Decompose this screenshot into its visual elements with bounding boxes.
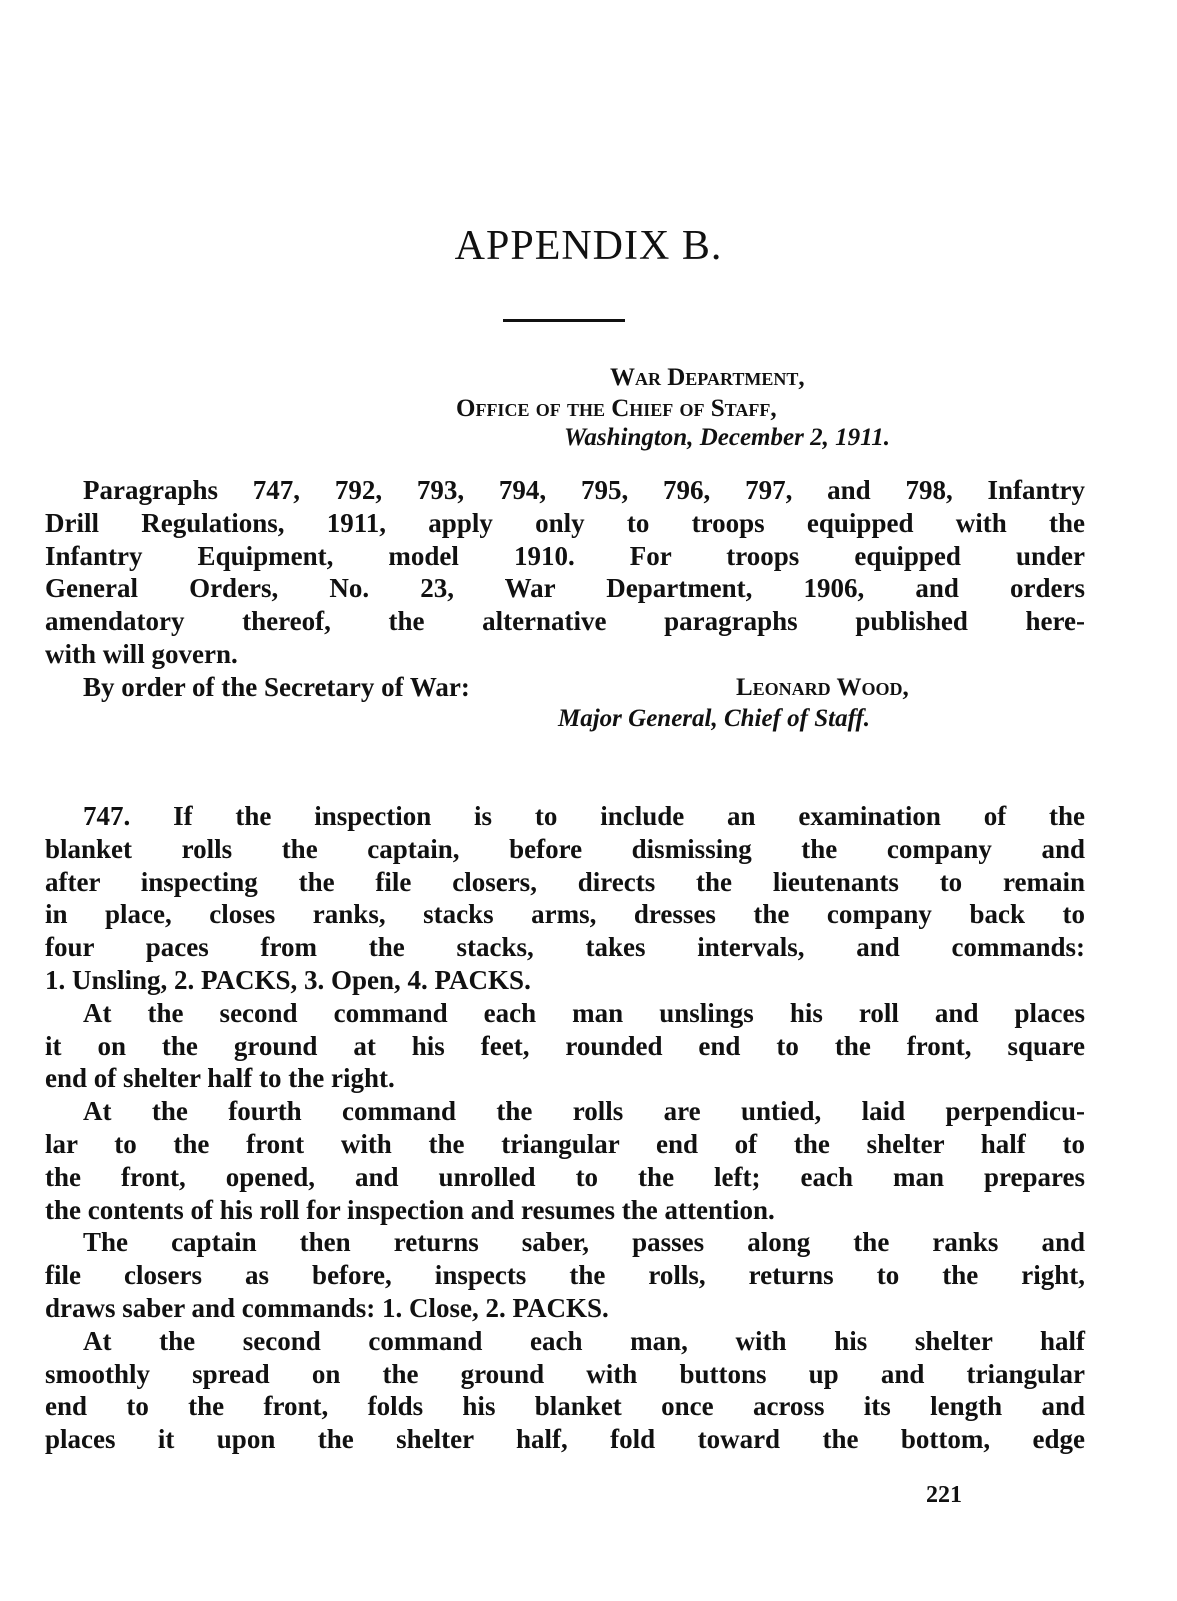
signature-name: Leonard Wood, bbox=[736, 674, 909, 701]
text-line: Infantry Equipment, model 1910. For troops equipped under bbox=[45, 540, 1085, 571]
text-line: the front, opened, and unrolled to the left; each man prepares bbox=[45, 1161, 1085, 1192]
text-line: amendatory thereof, the alternative paragraphs published here- bbox=[45, 606, 1085, 637]
text-line: At the fourth command the rolls are untied, laid perpendicu- bbox=[83, 1096, 1085, 1127]
text-line: Drill Regulations, 1911, apply only to troops equipped with the bbox=[45, 507, 1085, 538]
text-line: The captain then returns saber, passes along the ranks and bbox=[83, 1227, 1085, 1258]
text-line: the contents of his roll for inspection and resumes the attention. bbox=[45, 1194, 775, 1225]
text-line: end to the front, folds his blanket once across its length and bbox=[45, 1391, 1085, 1422]
text-line: blanket rolls the captain, before dismissing the company and bbox=[45, 833, 1085, 864]
page-number: 221 bbox=[926, 1482, 962, 1508]
title-rule bbox=[503, 319, 625, 322]
text-line: four paces from the stacks, takes intervals, and commands: bbox=[45, 932, 1085, 963]
paragraph-747 bbox=[45, 800, 1085, 1456]
text-line: after inspecting the file closers, directs the lieutenants to remain bbox=[45, 866, 1085, 897]
header-department: War Department, bbox=[610, 364, 805, 391]
text-line: places it upon the shelter half, fold toward the bottom, edge bbox=[45, 1424, 1085, 1455]
header-date: Washington, December 2, 1911. bbox=[564, 424, 890, 451]
text-line: Paragraphs 747, 792, 793, 794, 795, 796, 797, and 798, Infantry bbox=[83, 475, 1085, 505]
text-line: it on the ground at his feet, rounded end to the front, square bbox=[45, 1030, 1085, 1061]
text-line: At the second command each man unslings his roll and places bbox=[83, 997, 1085, 1028]
text-line: By order of the Secretary of War: bbox=[83, 671, 470, 702]
signature-title: Major General, Chief of Staff. bbox=[558, 705, 871, 732]
text-line: file closers as before, inspects the rolls, returns to the right, bbox=[45, 1260, 1085, 1291]
text-line: draws saber and commands: 1. Close, 2. PACKS. bbox=[45, 1292, 609, 1323]
text-line: end of shelter half to the right. bbox=[45, 1063, 395, 1094]
text-line: At the second command each man, with his shelter half bbox=[83, 1325, 1085, 1356]
text-line: lar to the front with the triangular end of the shelter half to bbox=[45, 1128, 1085, 1159]
text-line: General Orders, No. 23, War Department, 1906, and orders bbox=[45, 573, 1085, 604]
text-line: 747. If the inspection is to include an examination of the bbox=[83, 801, 1085, 831]
text-line: in place, closes ranks, stacks arms, dresses the company back to bbox=[45, 899, 1085, 930]
text-line: 1. Unsling, 2. PACKS, 3. Open, 4. PACKS. bbox=[45, 964, 531, 995]
header-office: Office of the Chief of Staff, bbox=[456, 395, 777, 422]
intro-paragraph bbox=[45, 474, 1085, 704]
text-line: with will govern. bbox=[45, 638, 238, 669]
text-line: smoothly spread on the ground with buttons up and triangular bbox=[45, 1358, 1085, 1389]
appendix-title: APPENDIX B. bbox=[454, 223, 723, 269]
